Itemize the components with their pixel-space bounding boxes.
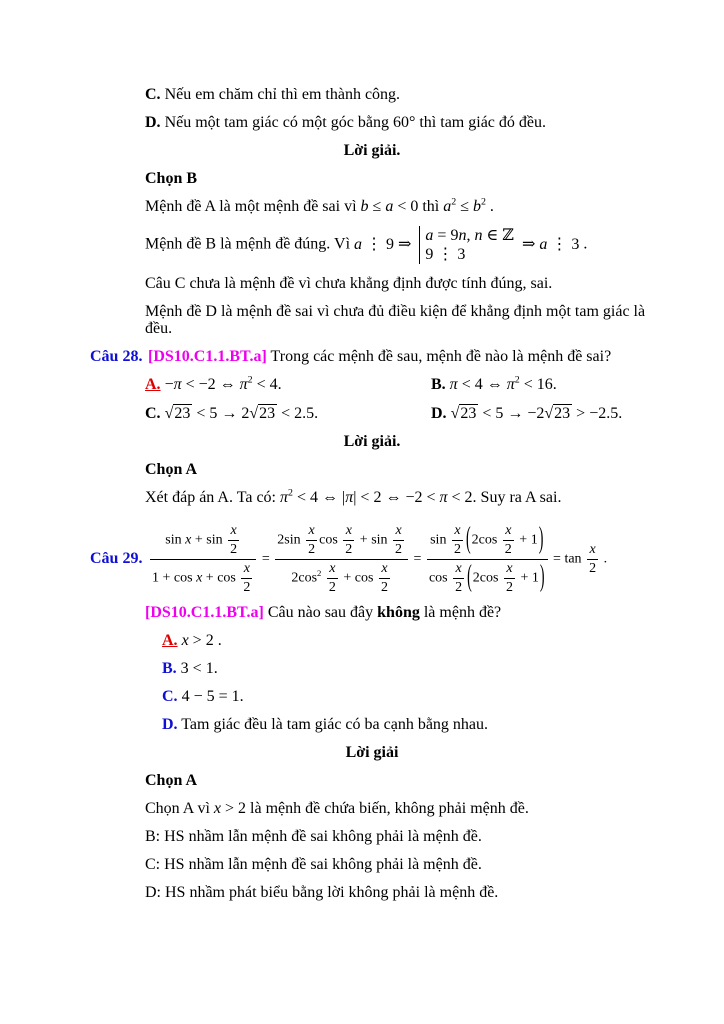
den: 2 <box>505 579 513 595</box>
den: $2\cos^2$ $\frac{x}{2}$ + cos $\frac{x}{2}$ <box>291 560 388 595</box>
option-text: thì tam giác đó đều. <box>415 114 546 131</box>
num <box>453 561 464 579</box>
heading-chon: Chọn B <box>145 170 198 187</box>
num: 2sin $\frac{x}{2}$ cos $\frac{x}{2}$ + sin $\frac{x}{2}$ <box>275 523 408 560</box>
i: x <box>455 560 462 576</box>
i: x <box>505 522 512 538</box>
num <box>452 523 463 541</box>
option-letter: D. <box>145 114 161 131</box>
sup: 2 <box>288 487 293 499</box>
sup: 2 <box>451 196 457 208</box>
crow: 9 ⋮ 3 <box>425 246 466 263</box>
crow: a = 9n, n ∈ ℤ <box>425 227 514 244</box>
den: 2 <box>308 541 316 557</box>
heading-loi-giai: Lời giải <box>345 743 399 761</box>
fn: sin <box>206 532 223 548</box>
math-expression: x > 2 . <box>181 631 222 649</box>
den: 1 + cos x + cos $\frac{x}{2}$ <box>152 560 251 595</box>
paragraph: C: HS nhầm lẫn mệnh đề sai không phải là mệnh đề. <box>145 855 482 873</box>
question-28 <box>90 348 654 366</box>
num <box>327 561 338 579</box>
question-text: Trong các mệnh đề sau, mệnh đề nào là mệnh đề sai? <box>266 348 612 365</box>
frac <box>503 523 514 558</box>
radbody: 23 <box>554 405 571 422</box>
option-text: Nếu một tam giác có một góc bằng <box>160 114 393 131</box>
option-b <box>431 376 654 394</box>
option-letter: C. <box>145 86 161 103</box>
option-letter-answer: A. <box>145 376 161 393</box>
i: π <box>506 376 515 393</box>
option-letter: B. <box>162 659 177 677</box>
option-d <box>431 404 654 423</box>
i: x <box>243 560 250 576</box>
den: 2 <box>243 579 251 595</box>
math-expression: 60° <box>392 114 416 131</box>
fn: cos <box>479 570 499 586</box>
num <box>587 542 598 560</box>
frac <box>379 561 390 596</box>
math-expression: √23 < 5 → −2√23 > −2.5. <box>450 405 623 422</box>
text: là mệnh đề chứa biến, không phải mệnh đề. <box>246 799 529 817</box>
paren: ( <box>467 561 472 595</box>
option-letter-answer: A. <box>162 631 178 649</box>
i: x <box>185 532 192 548</box>
heading-chon: Chọn A <box>145 771 198 789</box>
math-expression: a ⋮ 9 ⇒ a = 9n, n ∈ ℤ 9 ⋮ 3 ⇒ a ⋮ 3 <box>354 227 580 263</box>
sqrt <box>249 404 277 423</box>
i: x <box>395 522 402 538</box>
num <box>241 561 252 579</box>
den: 2 <box>589 560 597 576</box>
option-c <box>145 404 431 423</box>
option-line-d27 <box>145 114 654 132</box>
rad: √ <box>544 405 554 422</box>
i: a <box>539 235 548 253</box>
den: 2 <box>395 541 403 557</box>
den: 2 <box>380 579 388 595</box>
i: x <box>345 522 352 538</box>
num <box>393 523 404 541</box>
i: a <box>354 235 363 253</box>
option-d <box>162 716 654 734</box>
fn: cos <box>428 570 448 586</box>
math-expression: 3 < 1. <box>176 659 218 677</box>
fn: cos <box>319 532 338 548</box>
text: Xét đáp án A. Ta có: <box>145 489 280 506</box>
frac <box>452 523 463 558</box>
radbody: 23 <box>259 405 276 422</box>
paragraph <box>145 226 654 264</box>
den: 2 <box>345 541 353 557</box>
i: π <box>449 376 458 393</box>
math-expression: 4 − 5 = 1. <box>177 687 244 705</box>
heading-chon: Chọn A <box>145 461 198 478</box>
rad: √ <box>249 405 259 422</box>
frac <box>343 523 354 558</box>
question-29-text <box>145 604 654 622</box>
fn: cos <box>478 532 498 548</box>
fn: sin <box>284 532 301 548</box>
paren: ) <box>539 561 545 595</box>
num <box>379 561 390 579</box>
frac <box>453 561 464 596</box>
fn: sin <box>371 532 388 548</box>
math-expression: $\pi^2 < 4$ ⇔ |π| < 2 ⇔ −2 < π < 2. <box>280 487 477 506</box>
i: b <box>360 198 369 215</box>
i: x <box>506 560 513 576</box>
math-expression: b ≤ a < 0 <box>360 198 419 215</box>
math-expression: −π < −2 ⇔ $\pi^2 < 4$. <box>160 374 282 393</box>
options-row-cd <box>145 404 654 423</box>
math-expression: π < 4 ⇔ $\pi^2 < 16$. <box>449 374 557 393</box>
frac <box>228 523 239 558</box>
paragraph <box>145 198 654 216</box>
paragraph <box>145 489 654 507</box>
frac <box>393 523 404 558</box>
rad: √ <box>450 405 460 422</box>
question-text: là mệnh đề? <box>419 603 502 621</box>
sup: 2 <box>317 567 322 578</box>
i: π <box>173 376 182 393</box>
den: 2 <box>328 579 336 595</box>
question-id-tag: [DS10.C1.1.BT.a] <box>148 348 267 365</box>
option-letter: B. <box>431 376 446 393</box>
math-expression: x > 2 <box>213 799 247 817</box>
i: a <box>443 198 452 215</box>
i: x <box>381 560 388 576</box>
question-body <box>148 348 611 366</box>
text: thì <box>418 198 444 215</box>
den: 2 <box>453 541 461 557</box>
question-number: Câu 28. <box>90 348 143 365</box>
i: x <box>589 541 596 557</box>
question-29-formula <box>90 523 654 596</box>
paragraph: Mệnh đề D là mệnh đề sai vì chưa đủ điều kiện để khẳng định một tam giác là đều. <box>145 302 646 337</box>
frac <box>504 561 515 596</box>
question-id-tag: [DS10.C1.1.BT.a] <box>145 603 264 621</box>
num <box>343 523 354 541</box>
math-expression: √23 < 5 → 2√23 < 2.5. <box>164 405 319 422</box>
question-text: Câu nào sau đây <box>263 603 378 621</box>
option-b <box>162 660 654 678</box>
fn: cos <box>173 570 193 586</box>
heading-loi-giai: Lời giải. <box>343 433 401 450</box>
i: n <box>458 227 467 244</box>
question-number: Câu 29. <box>90 550 143 568</box>
frac <box>327 561 338 596</box>
text: Mệnh đề A là một mệnh đề sai vì <box>145 198 361 215</box>
option-letter: C. <box>145 405 161 422</box>
i: x <box>454 522 461 538</box>
fn: cos <box>217 570 236 586</box>
heading-loi-giai: Lời giải. <box>343 142 401 159</box>
num <box>306 523 317 541</box>
paren: ( <box>465 523 471 557</box>
num <box>504 561 515 579</box>
sqrt <box>165 404 193 423</box>
num <box>503 523 514 541</box>
den: cos $\frac{x}{2}$ (2cos $\frac{x}{2}$ + 1) <box>427 560 548 596</box>
radbody: 23 <box>174 405 191 422</box>
option-letter: D. <box>162 715 178 733</box>
i: x <box>213 799 222 817</box>
text: Suy ra A sai. <box>476 489 562 506</box>
frac <box>241 561 252 596</box>
cases <box>419 226 514 264</box>
frac <box>427 523 548 596</box>
option-a <box>145 376 431 394</box>
fn: sin <box>430 532 447 548</box>
i: x <box>230 522 237 538</box>
i: π <box>280 489 289 506</box>
text: . <box>485 198 494 215</box>
rad: √ <box>164 405 174 422</box>
sup: 2 <box>514 374 520 386</box>
num: sin $\frac{x}{2}$ (2cos $\frac{x}{2}$ + 1) <box>427 523 548 560</box>
i: x <box>329 560 336 576</box>
option-a <box>162 632 654 650</box>
math-expression: sin x + sin $\frac{x}{2}$ 1 + cos x + cos $\frac{x}{2}$ = 2sin $\frac{x}{2}$ cos $\frac{x}{2}$ + sin $\frac{x}{2}$ $2\cos^2$ $\frac{x}{2}$ + cos $\frac{x}{2}$ = sin $\frac{x}{2}$ (2cos $\frac{x}{2}$ + 1) cos $\frac{x}{2}$ (2cos $\frac{x}{2}$ + 1) = tan $\frac{x}{2}$ . <box>148 523 607 596</box>
paren: ) <box>538 523 544 557</box>
option-letter: D. <box>431 405 447 422</box>
i: π <box>239 376 248 393</box>
sup: 2 <box>247 374 253 386</box>
sqrt <box>451 404 479 423</box>
question-text-bold: không <box>377 603 420 621</box>
i: π <box>439 489 448 506</box>
den: 2 <box>230 541 238 557</box>
num: sin x + sin $\frac{x}{2}$ <box>150 523 256 560</box>
radbody: 23 <box>460 405 477 422</box>
fn: cos <box>354 570 374 586</box>
frac <box>150 523 256 596</box>
paragraph <box>145 800 654 818</box>
options-row-ab <box>145 376 654 394</box>
sqrt <box>544 404 572 423</box>
den: 2 <box>455 579 463 595</box>
option-line-c27 <box>145 86 654 104</box>
i: x <box>308 522 315 538</box>
text: . <box>579 235 588 253</box>
paragraph: D: HS nhầm phát biểu bằng lời không phải là mệnh đề. <box>145 883 499 901</box>
text: Mệnh đề B là mệnh đề đúng. Vì <box>145 235 355 253</box>
i: π <box>345 489 354 506</box>
sup: 2 <box>480 196 486 208</box>
paragraph: Câu C chưa là mệnh đề vì chưa khẳng định được tính đúng, sai. <box>145 274 553 292</box>
math-expression: $a^2 \le b^2$ <box>443 196 486 215</box>
frac <box>587 542 598 577</box>
den: 2 <box>504 541 512 557</box>
fn: cos <box>298 570 318 586</box>
option-text: Nếu em chăm chỉ thì em thành công. <box>160 86 401 103</box>
fn: tan <box>564 551 582 567</box>
i: x <box>181 631 189 649</box>
fn: sin <box>165 532 182 548</box>
paragraph: B: HS nhầm lẫn mệnh đề sai không phải là mệnh đề. <box>145 827 482 845</box>
i: a <box>425 227 434 244</box>
frac <box>275 523 408 596</box>
frac <box>306 523 317 558</box>
i: x <box>196 570 203 586</box>
i: a <box>385 198 394 215</box>
num <box>228 523 239 541</box>
option-c <box>162 688 654 706</box>
i: b <box>472 198 481 215</box>
text: Chọn A vì <box>145 799 214 817</box>
option-letter: C. <box>162 687 178 705</box>
i: n <box>474 227 483 244</box>
option-text: Tam giác đều là tam giác có ba cạnh bằng nhau. <box>177 715 489 733</box>
